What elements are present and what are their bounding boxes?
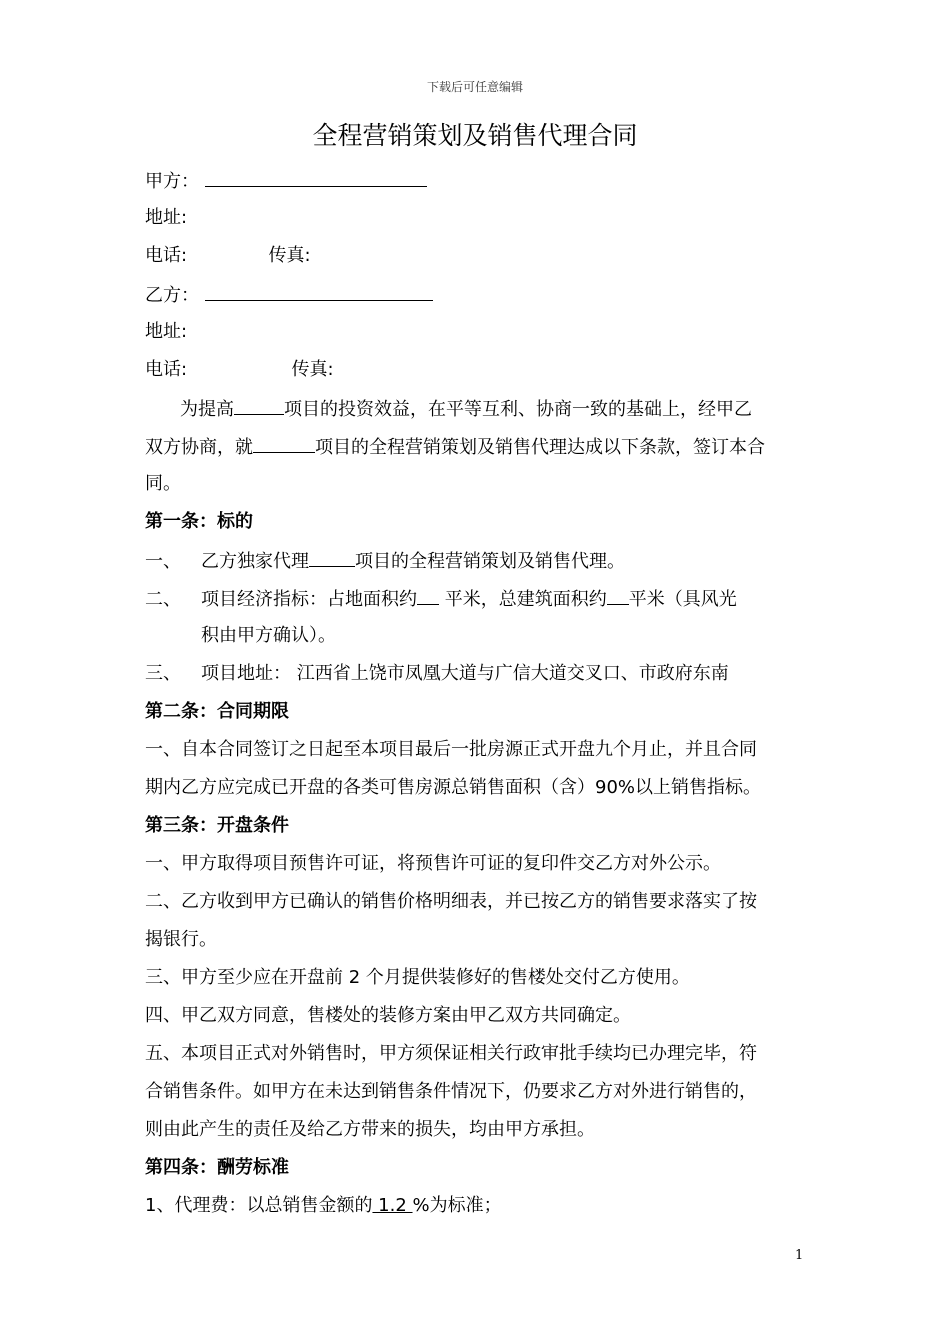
party-b-label: 乙方： [145,285,199,306]
article-1-item-2 [145,586,737,612]
party-a-contact [145,244,311,268]
article-4-line-1 [145,1194,502,1218]
page-number: 1 [795,1248,804,1263]
contract-title: 全程营销策划及销售代理合同 [312,121,638,150]
area-blank [607,586,629,605]
preamble-text: 项目的全程营销策划及销售代理达成以下条款，签订本合 [315,437,765,458]
preamble-line-3: 同。 [145,473,181,494]
party-a-phone: 电话: [145,245,188,266]
article-1-item-1 [145,548,625,574]
fee-rate: 1.2 [372,1195,413,1216]
item-number: 一、 [145,551,181,572]
item-number: 二、 [145,589,181,610]
article-2-line-2: 期内乙方应完成已开盘的各类可售房源总销售面积（含）90%以上销售指标。 [145,777,762,798]
party-b-line [145,282,433,308]
article-1-item-2-cont: 积由甲方确认）。 [201,625,336,646]
article-3-line-6: 五、本项目正式对外销售时，甲方须保证相关行政审批手续均已办理完毕，符 [145,1043,757,1064]
party-a-blank [205,168,427,187]
party-a-fax: 传真: [268,245,311,266]
article-1-heading: 第一条：标的 [145,511,253,532]
party-a-line [145,168,427,194]
article-3-line-3: 揭银行。 [145,929,217,950]
party-b-address: 地址: [145,321,188,342]
party-a-address: 地址: [145,207,188,228]
preamble-line-1 [180,396,752,422]
party-b-phone: 电话: [145,359,188,380]
project-blank [234,396,284,415]
article-2-line-1: 一、自本合同签订之日起至本项目最后一批房源正式开盘九个月止，并且合同 [145,739,757,760]
party-b-contact [145,358,334,382]
article-1-item-3 [145,662,729,686]
article-3-line-2: 二、乙方收到甲方已确认的销售价格明细表，并已按乙方的销售要求落实了按 [145,891,757,912]
fee-text: 1、代理费：以总销售金额的 [145,1195,373,1216]
header-note: 下载后可任意编辑 [426,80,523,94]
article-3-heading: 第三条：开盘条件 [145,815,289,836]
item-text: 项目地址： 江西省上饶市凤凰大道与广信大道交叉口、市政府东南 [201,663,729,684]
article-3-line-7: 合销售条件。如甲方在未达到销售条件情况下，仍要求乙方对外进行销售的， [145,1081,757,1102]
party-b-fax: 传真: [291,359,334,380]
item-number: 三、 [145,663,181,684]
item-text: 乙方独家代理 [201,551,309,572]
fee-text: %为标准； [412,1195,502,1216]
article-3-line-4: 三、甲方至少应在开盘前 2 个月提供装修好的售楼处交付乙方使用。 [145,967,690,988]
article-4-heading: 第四条：酬劳标准 [145,1157,289,1178]
project-blank [309,548,355,567]
item-text: 项目经济指标：占地面积约 [201,589,417,610]
project-blank [253,434,315,453]
preamble-text: 双方协商，就 [145,437,253,458]
item-text: 平米，总建筑面积约 [444,589,607,610]
article-3-line-1: 一、甲方取得项目预售许可证，将预售许可证的复印件交乙方对外公示。 [145,853,721,874]
preamble-text: 为提高 [180,399,234,420]
article-3-line-8: 则由此产生的责任及给乙方带来的损失，均由甲方承担。 [145,1119,595,1140]
party-a-label: 甲方： [145,171,199,192]
item-text: 平米（具风光 [628,589,737,610]
party-b-blank [205,282,433,301]
item-text: 项目的全程营销策划及销售代理。 [355,551,625,572]
article-2-heading: 第二条：合同期限 [145,701,289,722]
area-blank [417,586,439,605]
article-3-line-5: 四、甲乙双方同意，售楼处的装修方案由甲乙双方共同确定。 [145,1005,631,1026]
preamble-line-2 [145,434,765,460]
preamble-text: 项目的投资效益，在平等互利、协商一致的基础上，经甲乙 [284,399,752,420]
